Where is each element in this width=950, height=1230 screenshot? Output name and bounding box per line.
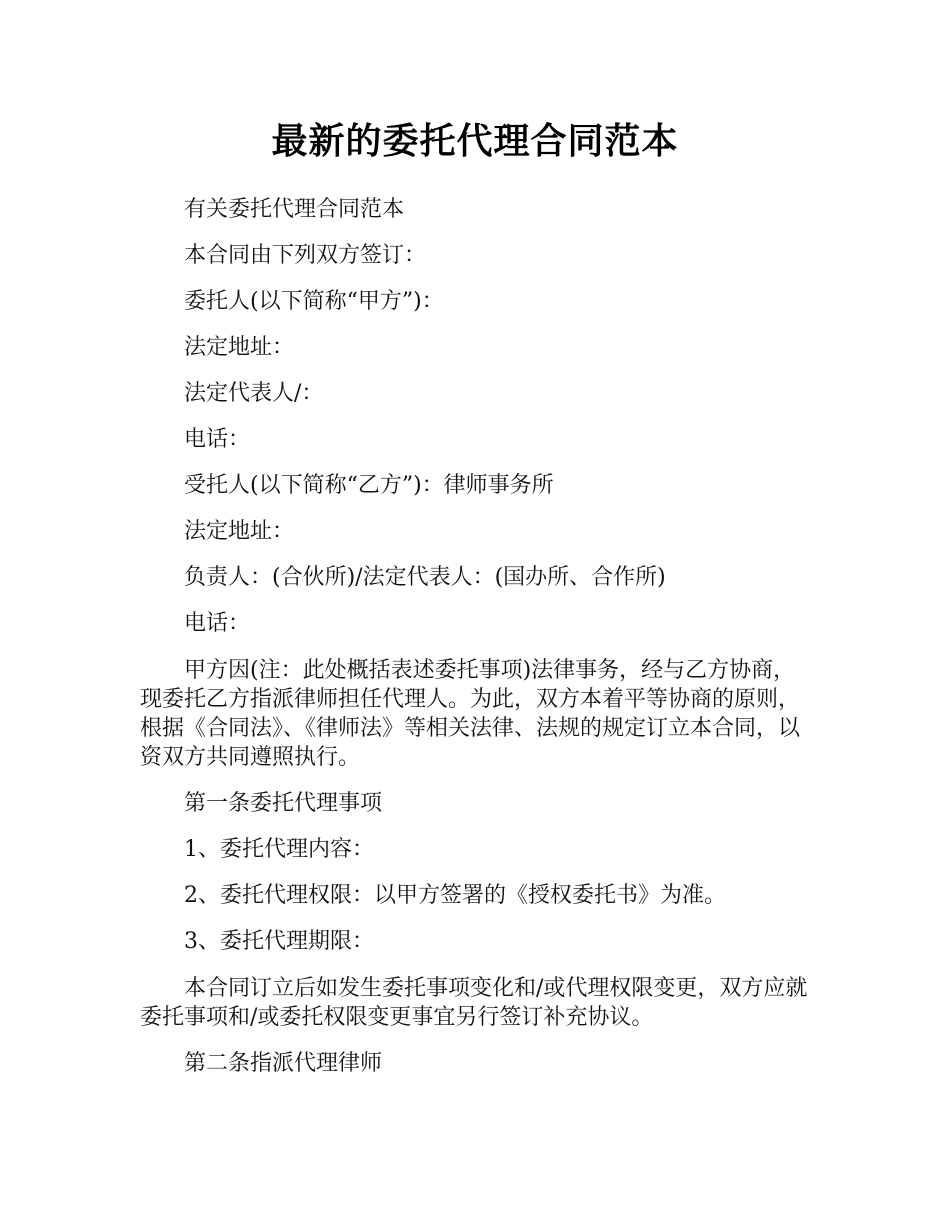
paragraph-client: 委托人(以下简称“甲方”)： xyxy=(184,289,444,314)
paragraph-amendment: 本合同订立后如发生委托事项变化和/或代理权限变更，双方应就委托事项和/或委托权限变更事宜另行签订补充协议。 xyxy=(140,976,808,1030)
paragraph-purpose: 甲方因(注：此处概括表述委托事项)法律事务，经与乙方协商，现委托乙方指派律师担任代理人。为此，双方本着平等协商的原则，根据《合同法》、《律师法》等相关法律、法规的规定订立本合同，以资双方共同遵照执行。 xyxy=(140,658,801,770)
paragraph-agent: 受托人(以下简称“乙方”)：律师事务所 xyxy=(184,473,554,498)
document-body xyxy=(140,196,812,1096)
paragraph-agent-address: 法定地址： xyxy=(184,519,295,544)
paragraph-subtitle: 有关委托代理合同范本 xyxy=(184,197,405,222)
document-title: 最新的委托代理合同范本 xyxy=(271,121,679,162)
paragraph-item-1: 1、委托代理内容： xyxy=(184,837,374,862)
paragraph-intro: 本合同由下列双方签订： xyxy=(184,243,427,268)
paragraph-item-3: 3、委托代理期限： xyxy=(184,929,374,954)
paragraph-agent-representative: 负责人：(合伙所)/法定代表人：(国办所、合作所) xyxy=(184,565,666,590)
paragraph-client-address: 法定地址： xyxy=(184,335,295,360)
paragraph-client-representative: 法定代表人/： xyxy=(184,381,324,406)
paragraph-article-1-heading: 第一条委托代理事项 xyxy=(184,791,383,816)
paragraph-client-phone: 电话： xyxy=(184,427,251,452)
paragraph-item-2: 2、委托代理权限：以甲方签署的《授权委托书》为准。 xyxy=(184,883,726,908)
paragraph-agent-phone: 电话： xyxy=(184,611,251,636)
paragraph-article-2-heading: 第二条指派代理律师 xyxy=(184,1051,383,1076)
